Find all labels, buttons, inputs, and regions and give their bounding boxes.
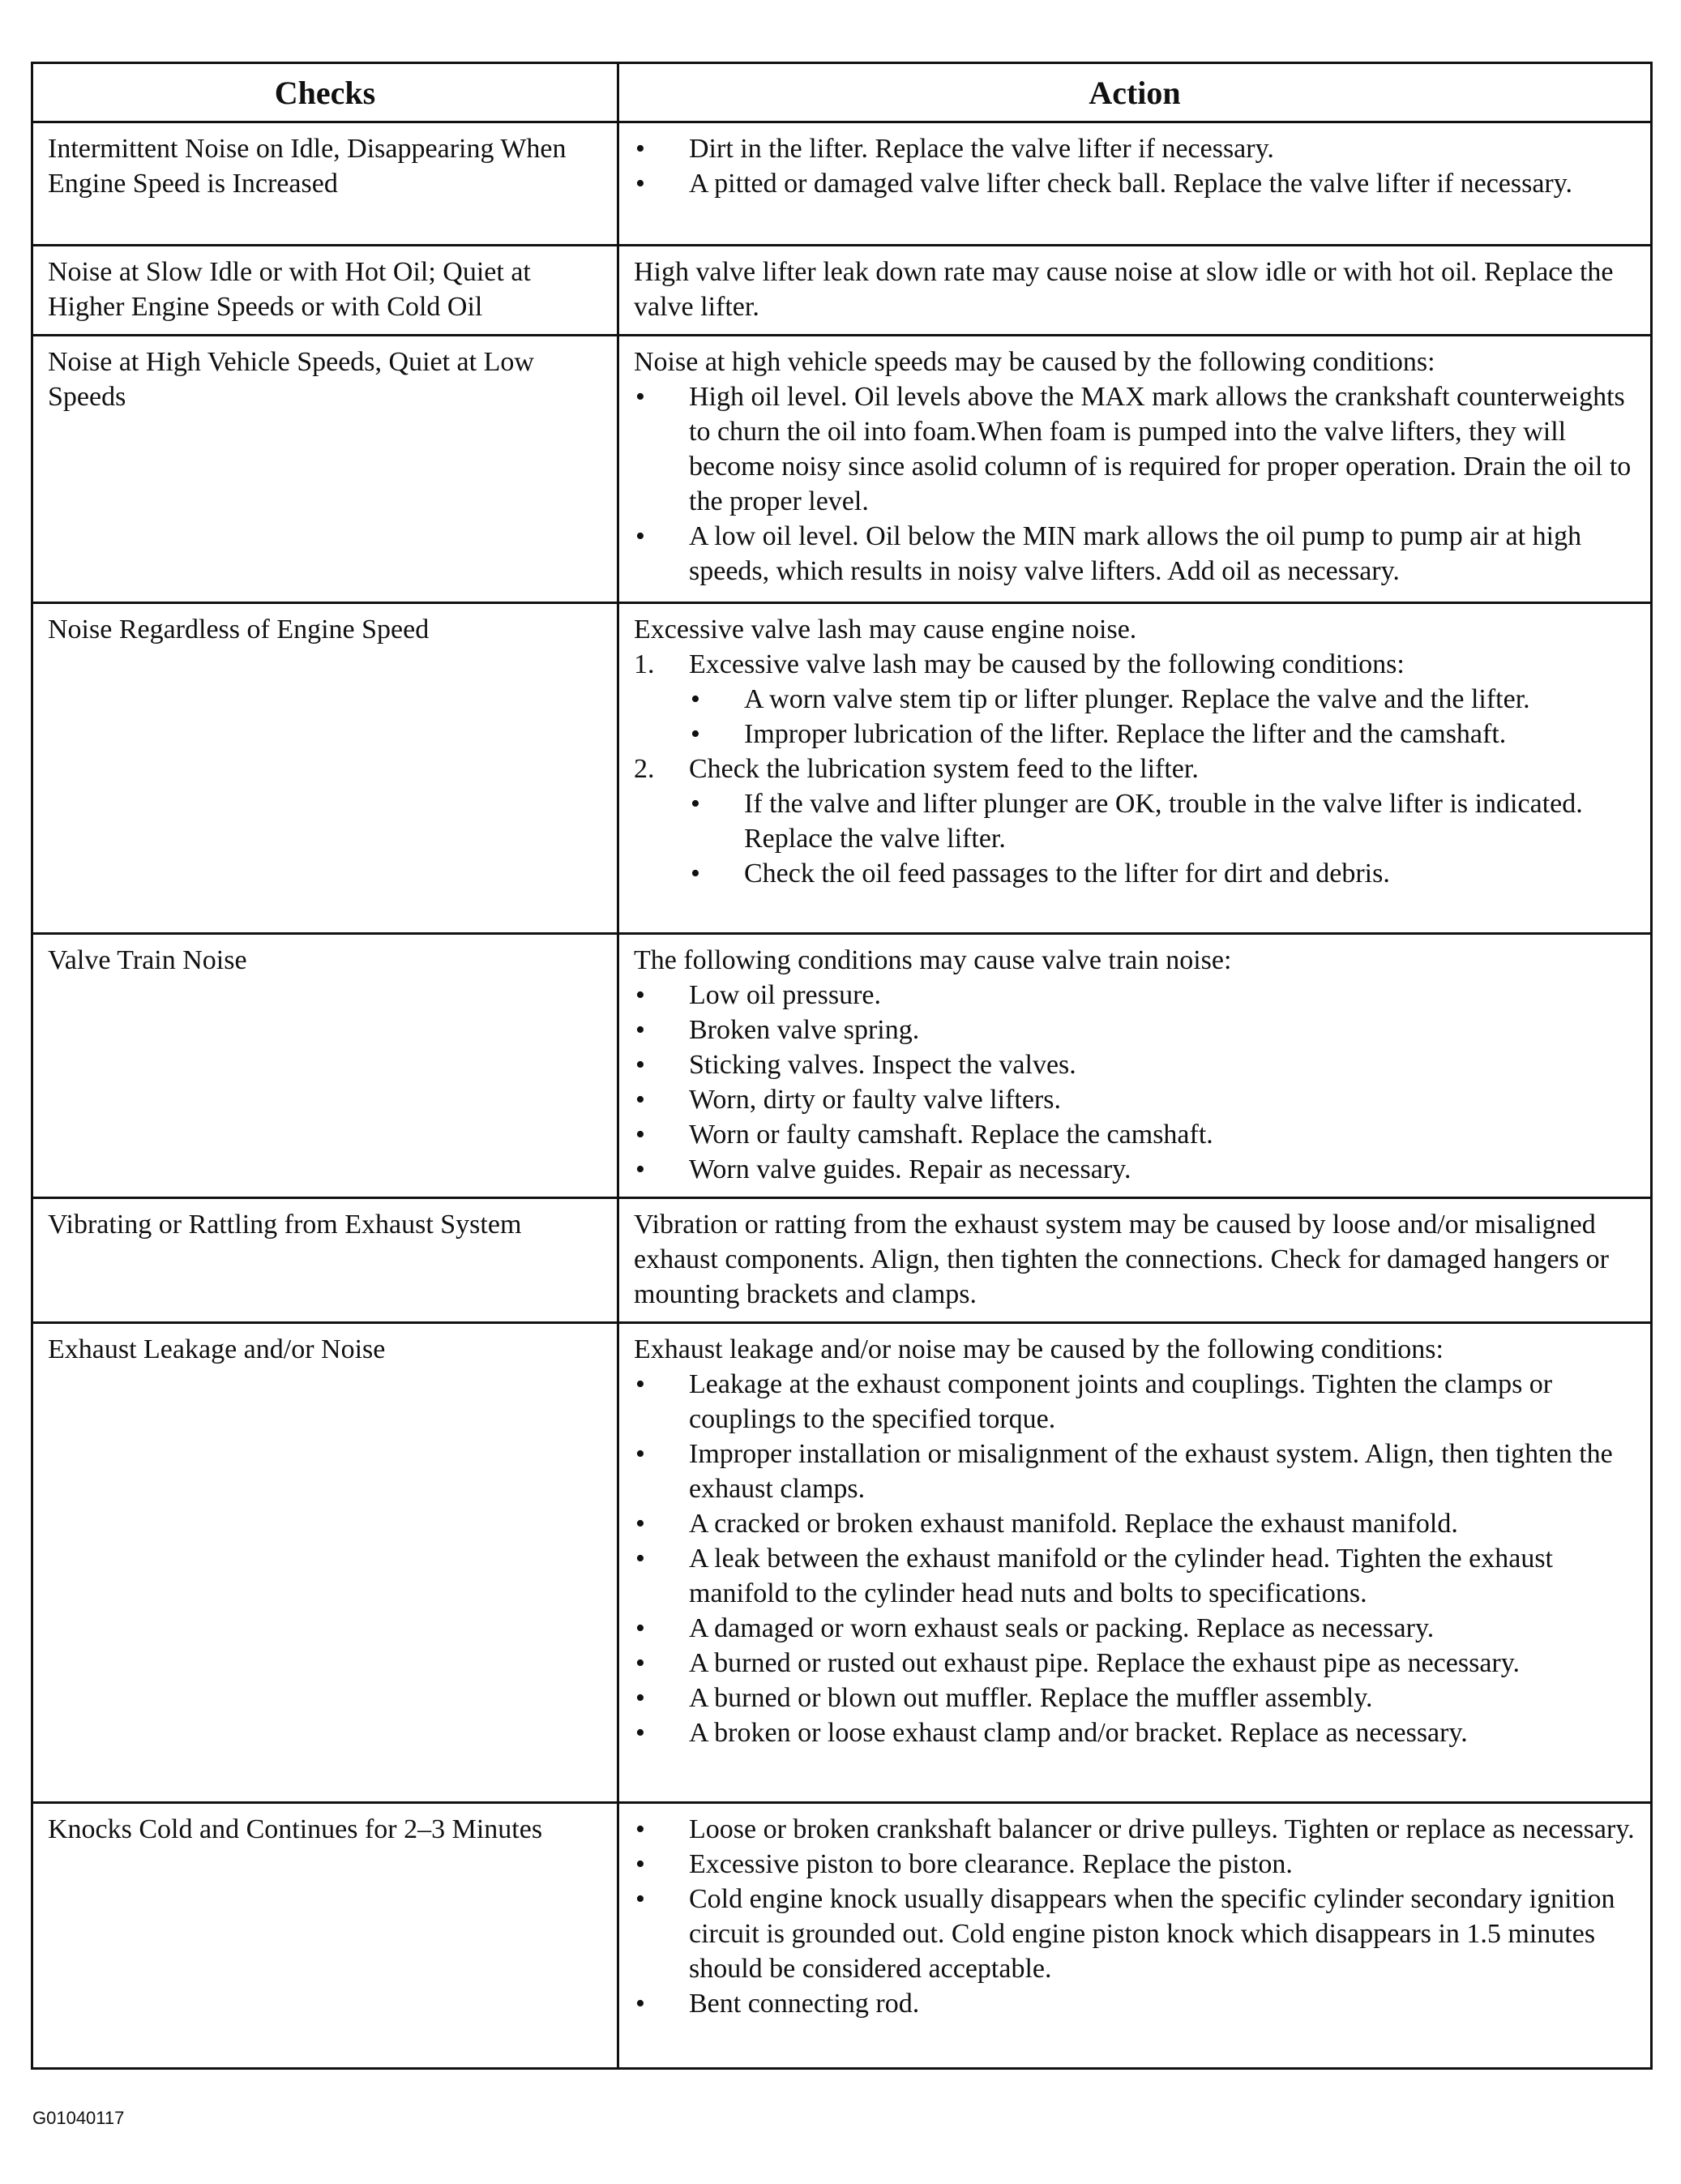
action-cell [618, 336, 1652, 603]
step-number: 1. [634, 649, 655, 679]
action-intro: Noise at high vehicle speeds may be caused by the following conditions: [634, 347, 1435, 377]
action-cell [618, 1803, 1652, 2069]
action-step [634, 752, 1639, 891]
action-bullet: • A low oil level. Oil below the MIN mark allows the oil pump to pump air at high speeds, which results in noisy valve lifters. Add oil as necessary. [634, 519, 1639, 589]
figure-code: G01040117 [32, 2108, 125, 2128]
table-row [32, 246, 1652, 336]
action-bullet: • A broken or loose exhaust clamp and/or bracket. Replace as necessary. [634, 1715, 1639, 1750]
table-header-row [32, 63, 1652, 122]
action-cell [618, 934, 1652, 1198]
table-row [32, 934, 1652, 1198]
check-cell: Exhaust Leakage and/or Noise [32, 1323, 618, 1803]
action-bullet: • Worn, dirty or faulty valve lifters. [634, 1082, 1639, 1117]
action-cell [618, 603, 1652, 934]
action-bullet: • Low oil pressure. [634, 978, 1639, 1013]
action-bullet: • Dirt in the lifter. Replace the valve lifter if necessary. [634, 131, 1639, 166]
table-row [32, 603, 1652, 934]
action-bullet: • Bent connecting rod. [634, 1986, 1639, 2021]
step-bullet-list [689, 786, 1639, 891]
action-intro: Excessive valve lash may cause engine noise. [634, 615, 1137, 644]
action-bullet-list [634, 1812, 1639, 2021]
check-cell: Knocks Cold and Continues for 2–3 Minutes [32, 1803, 618, 2069]
action-bullet: • Excessive piston to bore clearance. Replace the piston. [634, 1847, 1639, 1882]
table-row [32, 1803, 1652, 2069]
table-row [32, 1198, 1652, 1323]
action-bullet: • Sticking valves. Inspect the valves. [634, 1047, 1639, 1082]
check-cell: Vibrating or Rattling from Exhaust System [32, 1198, 618, 1323]
diagnosis-page [31, 62, 1650, 2070]
action-bullet: • Broken valve spring. [634, 1013, 1639, 1047]
check-cell: Noise at High Vehicle Speeds, Quiet at Low Speeds [32, 336, 618, 603]
action-bullet: • A burned or rusted out exhaust pipe. Replace the exhaust pipe as necessary. [634, 1646, 1639, 1681]
action-cell [618, 246, 1652, 336]
action-step [634, 647, 1639, 752]
action-bullet: • A pitted or damaged valve lifter check ball. Replace the valve lifter if necessary. [634, 166, 1639, 201]
check-cell: Noise Regardless of Engine Speed [32, 603, 618, 934]
action-bullet-list [634, 379, 1639, 589]
action-intro: The following conditions may cause valve train noise: [634, 945, 1232, 975]
action-text: Vibration or ratting from the exhaust system may be caused by loose and/or misaligned exhaust components. Align, then tighten the connections. Check for damaged hangers or mounting brackets and clamps. [634, 1210, 1609, 1309]
table-row [32, 336, 1652, 603]
action-cell [618, 1323, 1652, 1803]
action-bullet-list [634, 1367, 1639, 1750]
check-cell: Intermittent Noise on Idle, Disappearing When Engine Speed is Increased [32, 122, 618, 246]
step-bullet-list [689, 682, 1639, 752]
step-text: Excessive valve lash may be caused by the following conditions: [689, 649, 1405, 679]
action-bullet: • Cold engine knock usually disappears when the specific cylinder secondary ignition circuit is grounded out. Cold engine piston knock which disappears in 1.5 minutes should be considered acceptable. [634, 1882, 1639, 1986]
action-bullet: • A cracked or broken exhaust manifold. Replace the exhaust manifold. [634, 1506, 1639, 1541]
action-text: High valve lifter leak down rate may cause noise at slow idle or with hot oil. Replace the valve lifter. [634, 257, 1614, 322]
check-cell: Valve Train Noise [32, 934, 618, 1198]
step-bullet: • Improper lubrication of the lifter. Replace the lifter and the camshaft. [689, 717, 1639, 752]
diagnosis-table [31, 62, 1653, 2070]
step-bullet: • A worn valve stem tip or lifter plunger. Replace the valve and the lifter. [689, 682, 1639, 717]
action-cell [618, 1198, 1652, 1323]
action-bullet: • Leakage at the exhaust component joints and couplings. Tighten the clamps or couplings to the specified torque. [634, 1367, 1639, 1437]
action-bullet: • High oil level. Oil levels above the MAX mark allows the crankshaft counterweights to churn the oil into foam.When foam is pumped into the valve lifters, they will become noisy since asolid column of is required for proper operation. Drain the oil to the proper level. [634, 379, 1639, 519]
action-intro: Exhaust leakage and/or noise may be caused by the following conditions: [634, 1334, 1444, 1364]
action-bullet-list [634, 131, 1639, 201]
table-row [32, 1323, 1652, 1803]
action-bullet: • Loose or broken crankshaft balancer or drive pulleys. Tighten or replace as necessary. [634, 1812, 1639, 1847]
action-step-list [634, 647, 1639, 891]
header-checks: Checks [32, 63, 618, 122]
header-action: Action [618, 63, 1652, 122]
table-row [32, 122, 1652, 246]
step-text: Check the lubrication system feed to the lifter. [689, 754, 1199, 784]
step-number: 2. [634, 754, 655, 784]
action-bullet: • A burned or blown out muffler. Replace the muffler assembly. [634, 1681, 1639, 1715]
step-bullet: • If the valve and lifter plunger are OK, trouble in the valve lifter is indicated. Replace the valve lifter. [689, 786, 1639, 856]
action-bullet: • Worn or faulty camshaft. Replace the camshaft. [634, 1117, 1639, 1152]
action-bullet: • A damaged or worn exhaust seals or packing. Replace as necessary. [634, 1611, 1639, 1646]
action-bullet: • A leak between the exhaust manifold or the cylinder head. Tighten the exhaust manifold to the cylinder head nuts and bolts to specifications. [634, 1541, 1639, 1611]
action-bullet: • Improper installation or misalignment of the exhaust system. Align, then tighten the exhaust clamps. [634, 1437, 1639, 1506]
check-cell: Noise at Slow Idle or with Hot Oil; Quiet at Higher Engine Speeds or with Cold Oil [32, 246, 618, 336]
step-bullet: • Check the oil feed passages to the lifter for dirt and debris. [689, 856, 1639, 891]
action-bullet-list [634, 978, 1639, 1187]
action-cell [618, 122, 1652, 246]
action-bullet: • Worn valve guides. Repair as necessary. [634, 1152, 1639, 1187]
